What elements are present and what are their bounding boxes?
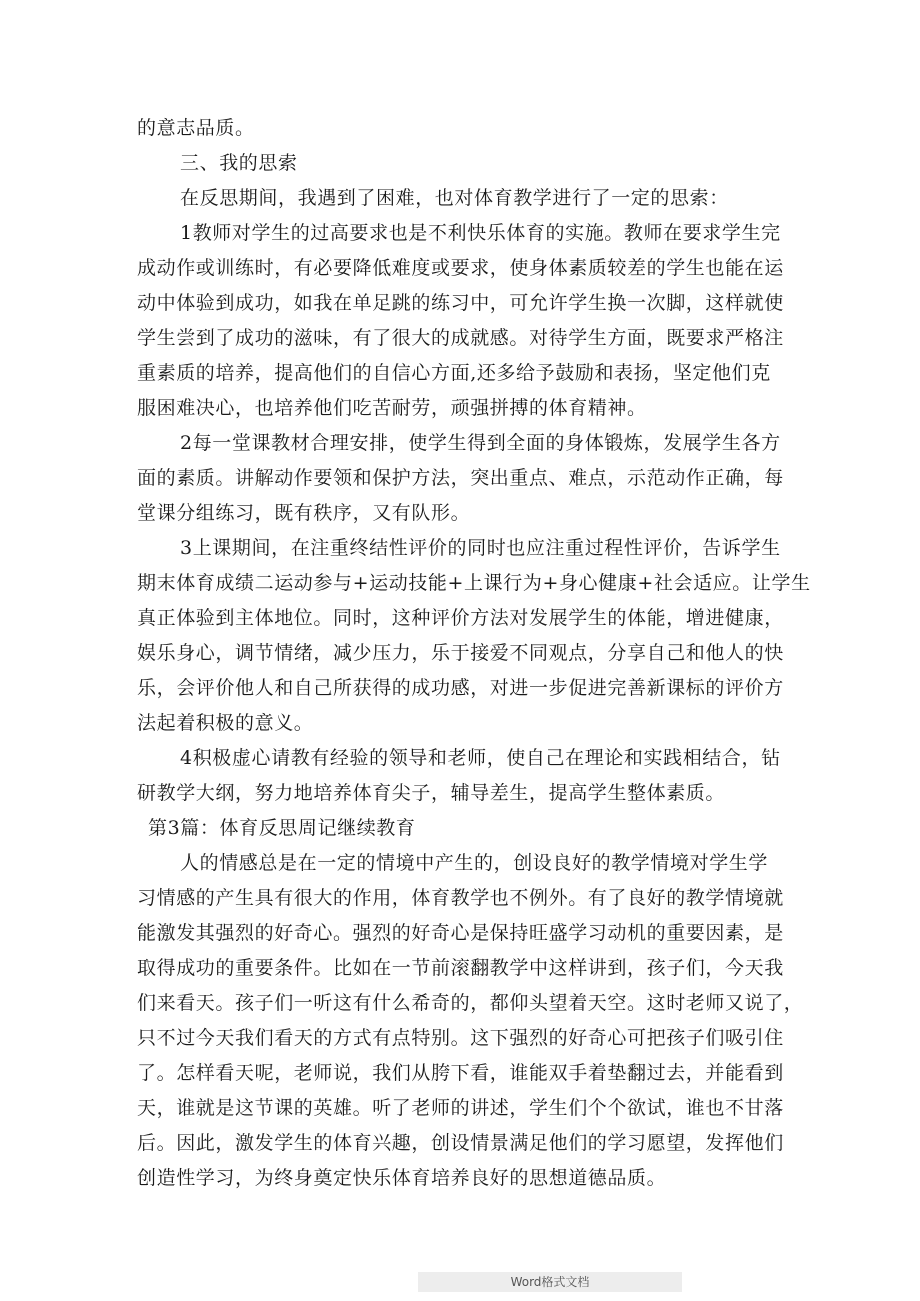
text-line: 乐，会评价他人和自己所获得的成功感，对进一步促进完善新课标的评价方: [137, 677, 784, 699]
text-line: 们来看天。孩子们一听这有什么希奇的，都仰头望着天空。这时老师又说了，: [137, 992, 804, 1014]
footer-label: Word格式文档: [418, 1272, 682, 1292]
text-line: 天，谁就是这节课的英雄。听了老师的讲述，学生们个个欲试，谁也不甘落: [137, 1097, 784, 1119]
text-line: 成动作或训练时，有必要降低难度或要求，使身体素质较差的学生也能在运: [137, 257, 784, 279]
text-line: 能激发其强烈的好奇心。强烈的好奇心是保持旺盛学习动机的重要因素，是: [137, 922, 784, 944]
text-line: 真正体验到主体地位。同时，这种评价方法对发展学生的体能，增进健康，: [137, 607, 784, 629]
text-line: 堂课分组练习，既有秩序，又有队形。: [137, 502, 471, 524]
text-line: 1教师对学生的过高要求也是不利快乐体育的实施。教师在要求学生完: [180, 222, 781, 244]
text-line: 研教学大纲，努力地培养体育尖子，辅导差生，提高学生整体素质。: [137, 782, 726, 804]
text-line: 3上课期间，在注重终结性评价的同时也应注重过程性评价，告诉学生: [180, 537, 781, 559]
text-line: 2每一堂课教材合理安排，使学生得到全面的身体锻炼，发展学生各方: [180, 432, 781, 454]
text-line: 面的素质。讲解动作要领和保护方法，突出重点、难点，示范动作正确，每: [137, 467, 784, 489]
text-line: 重素质的培养，提高他们的自信心方面,还多给予鼓励和表扬，坚定他们克: [137, 362, 771, 384]
text-line: 取得成功的重要条件。比如在一节前滚翻教学中这样讲到，孩子们，今天我: [137, 957, 784, 979]
article-heading: 第3篇：体育反思周记继续教育: [148, 817, 416, 839]
text-line: 后。因此，激发学生的体育兴趣，创设情景满足他们的学习愿望，发挥他们: [137, 1132, 784, 1154]
text-line: 只不过今天我们看天的方式有点特别。这下强烈的好奇心可把孩子们吸引住: [137, 1027, 784, 1049]
text-line: 法起着积极的意义。: [137, 712, 314, 734]
section-heading: 三、我的思索: [180, 152, 298, 174]
text-line: 创造性学习，为终身奠定快乐体育培养良好的思想道德品质。: [137, 1167, 667, 1189]
text-line: 人的情感总是在一定的情境中产生的，创设良好的教学情境对学生学: [180, 852, 769, 874]
text-line: 服困难决心，也培养他们吃苦耐劳，顽强拼搏的体育精神。: [137, 397, 647, 419]
text-line: 动中体验到成功，如我在单足跳的练习中，可允许学生换一次脚，这样就使: [137, 292, 784, 314]
text-line: 学生尝到了成功的滋味，有了很大的成就感。对待学生方面，既要求严格注: [137, 327, 784, 349]
text-line: 了。怎样看天呢，老师说，我们从胯下看，谁能双手着垫翻过去，并能看到: [137, 1062, 784, 1084]
text-line: 在反思期间，我遇到了困难，也对体育教学进行了一定的思索：: [180, 187, 729, 209]
text-line: 4积极虚心请教有经验的领导和老师，使自己在理论和实践相结合，钻: [180, 747, 781, 769]
text-line: 的意志品质。: [137, 117, 255, 139]
text-line: 习情感的产生具有很大的作用，体育教学也不例外。有了良好的教学情境就: [137, 887, 784, 909]
text-line: 期末体育成绩二运动参与+运动技能+上课行为+身心健康+社会适应。让学生: [137, 572, 811, 594]
text-line: 娱乐身心，调节情绪，减少压力，乐于接爱不同观点，分享自己和他人的快: [137, 642, 784, 664]
